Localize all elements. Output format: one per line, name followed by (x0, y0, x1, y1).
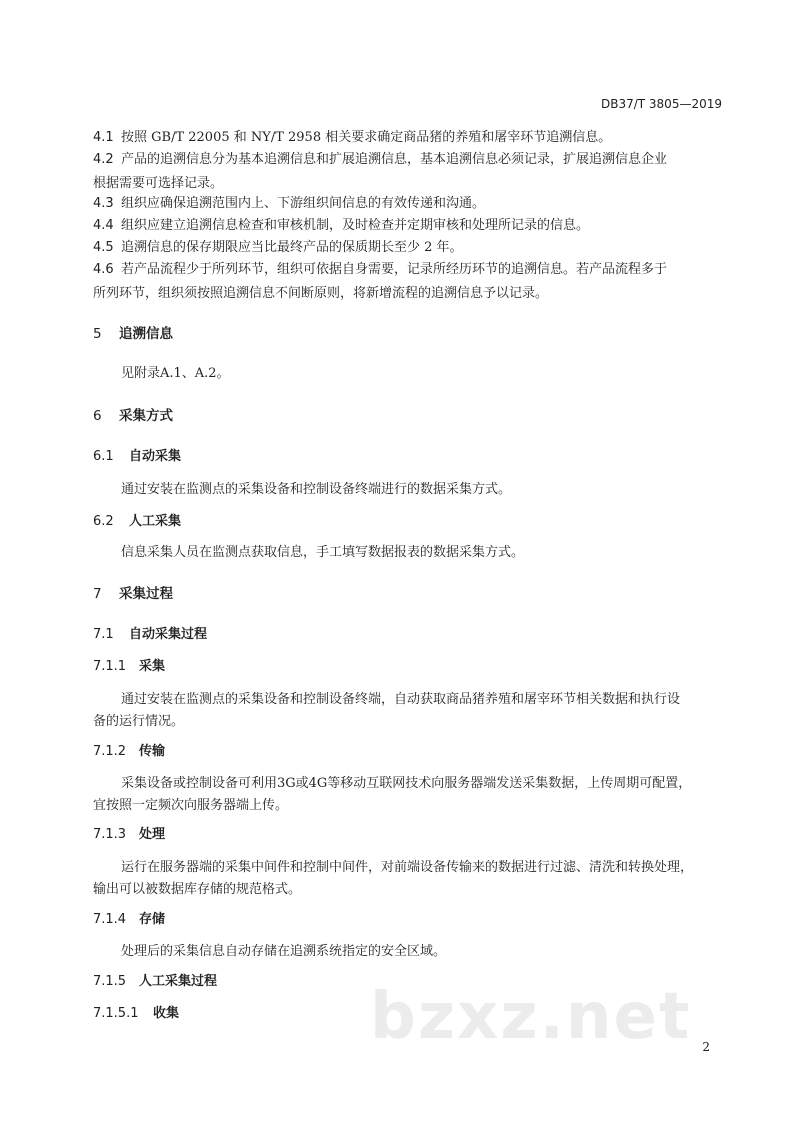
section-title: 采集 (139, 659, 166, 674)
section-number: 6.2 (93, 514, 114, 529)
section-7-1-3-body-cont: 输出可以被数据库存储的规范格式。 (93, 882, 302, 897)
section-7-1-2-heading (93, 740, 165, 759)
section-6-1-body: 通过安装在监测点的采集设备和控制设备终端进行的数据采集方式。 (121, 482, 512, 497)
section-7-1-5-1-heading (93, 1002, 179, 1021)
section-title: 追溯信息 (119, 326, 173, 342)
section-7-1-1-body-cont: 备的运行情况。 (93, 714, 185, 729)
clause-text: 组织应确保追溯范围内上、下游组织间信息的有效传递和沟通。 (121, 196, 486, 211)
section-number: 7.1.5 (93, 974, 127, 989)
section-title: 存储 (139, 912, 166, 927)
clause-text: 组织应建立追溯信息检查和审核机制，及时检查并定期审核和处理所记录的信息。 (121, 218, 590, 233)
clause-text: 若产品流程少于所列环节，组织可依据自身需要，记录所经历环节的追溯信息。若产品流程多于 (121, 262, 668, 277)
section-7-1-heading (93, 623, 207, 642)
section-7-1-3-body: 运行在服务器端的采集中间件和控制中间件，对前端设备传输来的数据进行过滤、清洗和转换处理， (121, 860, 694, 875)
section-title: 采集方式 (119, 408, 173, 424)
clause-text: 按照 GB/T 22005 和 NY/T 2958 相关要求确定商品猪的养殖和屠宰环节追溯信息。 (121, 130, 612, 145)
section-title: 收集 (153, 1006, 180, 1021)
section-number: 7.1.3 (93, 827, 127, 842)
section-5-body: 见附录A.1、A.2。 (121, 366, 230, 381)
section-6-2-body: 信息采集人员在监测点获取信息，手工填写数据报表的数据采集方式。 (121, 545, 525, 560)
section-title: 人工采集过程 (139, 974, 218, 989)
section-7-heading (93, 582, 173, 602)
section-number: 7.1.1 (93, 659, 127, 674)
section-title: 自动采集 (129, 449, 182, 464)
section-7-1-1-body: 通过安装在监测点的采集设备和控制设备终端，自动获取商品猪养殖和屠宰环节相关数据和执行设 (121, 692, 681, 707)
section-7-1-1-heading (93, 655, 165, 674)
section-number: 5 (93, 326, 102, 342)
section-title: 传输 (139, 744, 166, 759)
clause-number: 4.3 (93, 196, 114, 211)
section-7-1-2-body: 采集设备或控制设备可利用3G或4G等移动互联网技术向服务器端发送采集数据，上传周期可配置， (121, 776, 692, 791)
section-title: 自动采集过程 (129, 627, 208, 642)
section-number: 7.1 (93, 627, 114, 642)
clause-4-6 (93, 260, 667, 280)
clause-text: 产品的追溯信息分为基本追溯信息和扩展追溯信息，基本追溯信息必须记录，扩展追溯信息企业 (121, 152, 668, 167)
section-5-heading (93, 322, 173, 342)
clause-number: 4.6 (93, 262, 114, 277)
section-number: 7.1.4 (93, 912, 127, 927)
section-number: 7 (93, 586, 102, 602)
section-title: 采集过程 (119, 586, 173, 602)
section-title: 处理 (139, 827, 166, 842)
watermark: bzxz.net (370, 980, 692, 1054)
section-7-1-5-heading (93, 970, 217, 989)
clause-4-1 (93, 128, 611, 148)
section-6-heading (93, 404, 173, 424)
clause-number: 4.2 (93, 152, 114, 167)
clause-4-2-continuation: 根据需要可选择记录。 (93, 176, 224, 191)
clause-number: 4.4 (93, 218, 114, 233)
section-number: 6.1 (93, 449, 114, 464)
section-7-1-4-body: 处理后的采集信息自动存储在追溯系统指定的安全区域。 (121, 944, 447, 959)
section-6-1-heading (93, 445, 181, 464)
section-title: 人工采集 (129, 514, 182, 529)
clause-number: 4.5 (93, 240, 114, 255)
clause-number: 4.1 (93, 130, 114, 145)
clause-4-2 (93, 150, 667, 170)
document-code: DB37/T 3805—2019 (600, 97, 722, 111)
clause-4-4 (93, 216, 589, 236)
section-number: 6 (93, 408, 102, 424)
section-6-2-heading (93, 510, 181, 529)
section-number: 7.1.5.1 (93, 1006, 139, 1021)
section-number: 7.1.2 (93, 744, 127, 759)
clause-4-6-continuation: 所列环节，组织须按照追溯信息不间断原则，将新增流程的追溯信息予以记录。 (93, 286, 549, 301)
clause-text: 追溯信息的保存期限应当比最终产品的保质期长至少 2 年。 (121, 240, 463, 255)
section-7-1-2-body-cont: 宜按照一定频次向服务器端上传。 (93, 798, 289, 813)
page-number: 2 (702, 1040, 710, 1054)
clause-4-5 (93, 238, 463, 258)
section-7-1-4-heading (93, 908, 165, 927)
clause-4-3 (93, 194, 485, 214)
section-7-1-3-heading (93, 823, 165, 842)
